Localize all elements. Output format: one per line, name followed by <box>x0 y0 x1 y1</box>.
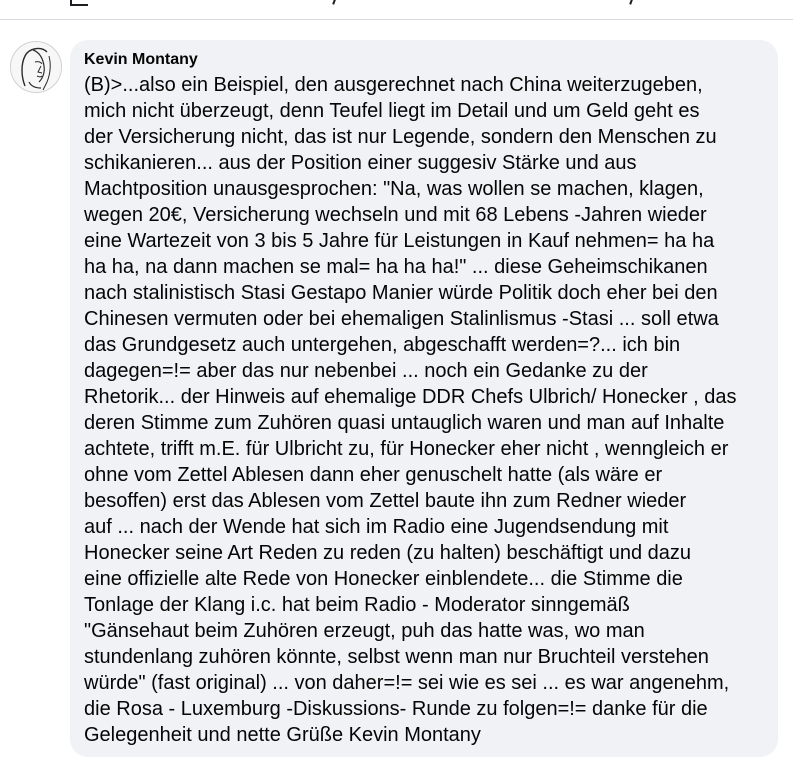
comment-author[interactable]: Kevin Montany <box>84 51 198 68</box>
sketch-face-avatar-icon <box>11 42 61 92</box>
partial-icon <box>70 0 88 6</box>
previous-comment-cutoff <box>0 0 793 20</box>
partial-glyph <box>328 0 337 5</box>
avatar[interactable] <box>10 41 62 93</box>
comment-text: (B)>...also ein Beispiel, den ausgerechnet nach China weiterzugeben, mich nicht überzeugt, denn Teufel liegt im Detail und um Geld geht es der Versicherung nicht, das ist nur Legende, sondern den Menschen zu schikanieren... aus der Position einer suggesiv Stärke und aus Machtposition unausgesprochen: "Na, was wollen se machen, klagen, wegen 20€, Versicherung wechseln und mit 68 Lebens -Jahren wieder eine Wartezeit von 3 bis 5 Jahre für Leistungen in Kauf nehmen= ha ha ha ha, na dann machen se mal= ha ha ha!" ... diese Geheimschikanen nach stalinistisch Stasi Gestapo Manier würde Politik doch eher bei den Chinesen vermuten oder bei ehemaligen Stalinlismus -Stasi ... soll etwa das Grundgesetz auch untergehen, abgeschafft werden=?... ich bin dagegen=!= aber das nur nebenbei ... noch ein Gedanke zu der Rhetorik... der Hinweis auf ehemalige DDR Chefs Ulbrich/ Honecker , das deren Stimme zum Zuhören quasi untauglich waren und man auf Inhalte achtete, trifft m.E. für Ulbricht zu, für Honecker eher nicht , wenngleich er ohne vom Zettel Ablesen dann eher genuschelt hatte (als wäre er besoffen) erst das Ablesen vom Zettel baute ihn zum Redner wieder auf ... nach der Wende hat sich im Radio eine Jugendsendung mit Honecker seine Art Reden zu reden (zu halten) beschäftigt und dazu eine offizielle alte Rede von Honecker einblendete... die Stimme die Tonlage der Klang i.c. hat beim Radio - Moderator sinngemäß "Gänsehaut beim Zuhören erzeugt, puh das hatte was, wo man stundenlang zuhören könnte, selbst wenn man nur Bruchteil verstehen würde" (fast original) ... von daher=!= sei wie es sei ... es war angenehm, die Rosa - Luxemburg -Diskussions- Runde zu folgen=!= danke für die Gelegenheit und nette Grüße Kevin Montany <box>84 74 737 746</box>
comment-bubble <box>70 40 778 757</box>
partial-glyph <box>625 0 634 5</box>
